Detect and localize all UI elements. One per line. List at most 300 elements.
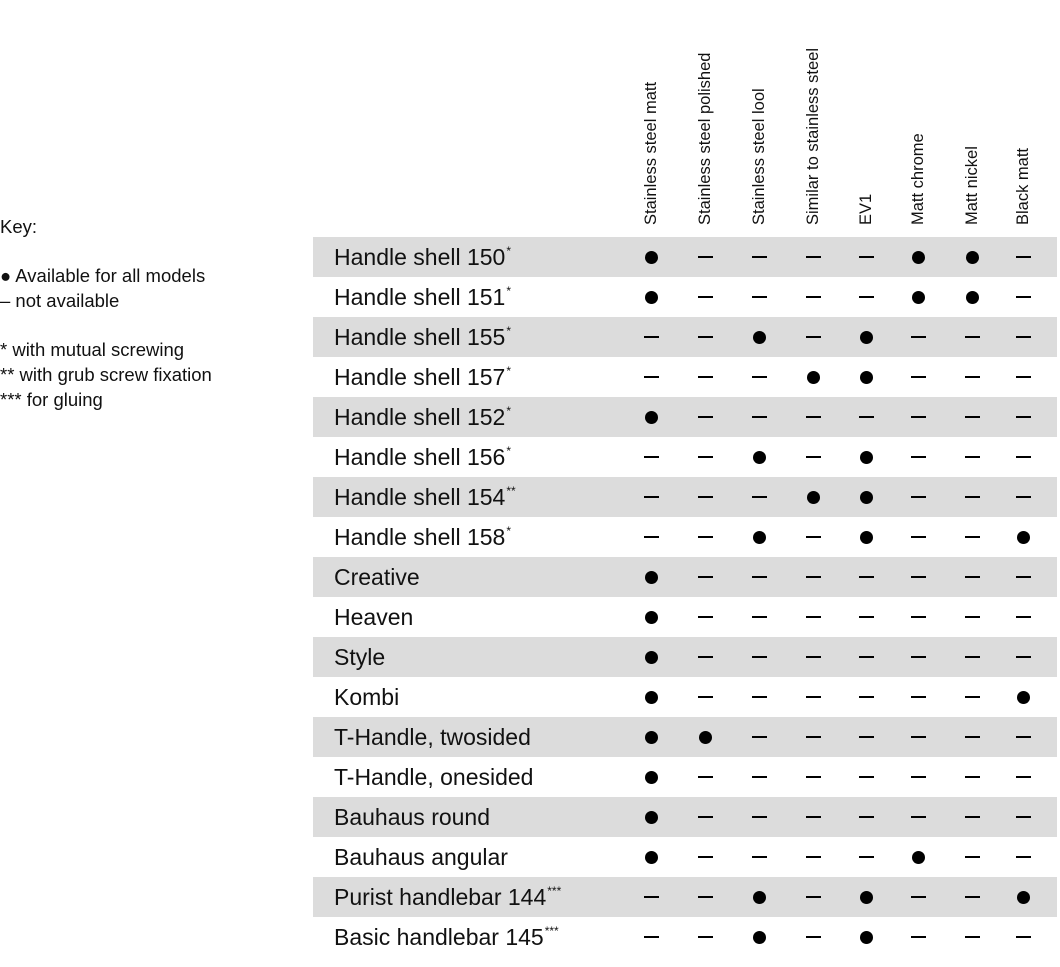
not-available-dash-icon bbox=[698, 656, 713, 658]
availability-cell bbox=[631, 837, 671, 877]
not-available-dash-icon bbox=[644, 896, 659, 898]
not-available-dash-icon bbox=[859, 696, 874, 698]
availability-cell bbox=[685, 477, 725, 517]
key-note-mutual-screwing: * with mutual screwing bbox=[0, 339, 185, 360]
available-dot-icon bbox=[1017, 691, 1030, 704]
not-available-dash-icon bbox=[806, 696, 821, 698]
available-dot-icon bbox=[1017, 891, 1030, 904]
availability-cell bbox=[631, 517, 671, 557]
not-available-dash-icon bbox=[806, 456, 821, 458]
model-name-text: Handle shell 150 bbox=[334, 244, 506, 270]
not-available-dash-icon bbox=[752, 376, 767, 378]
not-available-dash-icon bbox=[752, 776, 767, 778]
availability-cell bbox=[1003, 837, 1043, 877]
model-name-text: Handle shell 156 bbox=[334, 444, 506, 470]
not-available-dash-icon bbox=[698, 696, 713, 698]
availability-cell bbox=[685, 437, 725, 477]
available-dot-icon bbox=[645, 731, 658, 744]
availability-cell bbox=[1003, 877, 1043, 917]
availability-cell bbox=[793, 357, 833, 397]
available-dot-icon bbox=[860, 371, 873, 384]
model-name-text: Bauhaus round bbox=[334, 804, 491, 830]
table-row bbox=[313, 717, 1057, 757]
not-available-dash-icon bbox=[1016, 256, 1031, 258]
key-spacer bbox=[0, 313, 300, 337]
column-header-label: Matt chrome bbox=[909, 133, 927, 225]
availability-cell bbox=[685, 677, 725, 717]
not-available-dash-icon bbox=[698, 336, 713, 338]
not-available-dash-icon bbox=[698, 816, 713, 818]
availability-cell bbox=[1003, 397, 1043, 437]
not-available-dash-icon bbox=[911, 896, 926, 898]
model-name-text: Creative bbox=[334, 564, 420, 590]
availability-cell bbox=[846, 397, 886, 437]
availability-cell bbox=[898, 797, 938, 837]
available-dot-icon bbox=[912, 291, 925, 304]
footnote-mark: * bbox=[506, 404, 512, 418]
footnote-mark: * bbox=[506, 444, 512, 458]
available-dot-icon bbox=[753, 531, 766, 544]
availability-cell bbox=[846, 917, 886, 957]
key-available: ● Available for all models bbox=[0, 265, 206, 286]
availability-cell bbox=[898, 637, 938, 677]
availability-cell bbox=[793, 677, 833, 717]
availability-cell bbox=[898, 837, 938, 877]
not-available-dash-icon bbox=[859, 576, 874, 578]
available-dot-icon bbox=[645, 651, 658, 664]
availability-cell bbox=[793, 637, 833, 677]
column-header-label: Stainless steel matt bbox=[642, 81, 660, 225]
not-available-dash-icon bbox=[859, 296, 874, 298]
footnote-mark: *** bbox=[547, 884, 562, 898]
not-available-dash-icon bbox=[806, 336, 821, 338]
not-available-dash-icon bbox=[911, 936, 926, 938]
availability-cell bbox=[846, 757, 886, 797]
availability-cell bbox=[793, 317, 833, 357]
table-row bbox=[313, 877, 1057, 917]
not-available-dash-icon bbox=[1016, 936, 1031, 938]
legend-key bbox=[0, 214, 300, 412]
not-available-dash-icon bbox=[1016, 456, 1031, 458]
availability-cell bbox=[952, 597, 992, 637]
availability-cell bbox=[1003, 917, 1043, 957]
available-dot-icon bbox=[645, 691, 658, 704]
model-name-text: Bauhaus angular bbox=[334, 844, 508, 870]
row-model-name bbox=[334, 717, 531, 757]
availability-cell bbox=[739, 797, 779, 837]
not-available-dash-icon bbox=[859, 856, 874, 858]
not-available-dash-icon bbox=[965, 816, 980, 818]
table-row bbox=[313, 837, 1057, 877]
available-dot-icon bbox=[645, 771, 658, 784]
availability-cell bbox=[793, 517, 833, 557]
not-available-dash-icon bbox=[806, 896, 821, 898]
not-available-dash-icon bbox=[965, 576, 980, 578]
table-row bbox=[313, 917, 1057, 957]
not-available-dash-icon bbox=[806, 776, 821, 778]
available-dot-icon bbox=[807, 491, 820, 504]
availability-cell bbox=[846, 517, 886, 557]
not-available-dash-icon bbox=[911, 576, 926, 578]
not-available-dash-icon bbox=[698, 856, 713, 858]
availability-cell bbox=[1003, 317, 1043, 357]
availability-cell bbox=[793, 797, 833, 837]
row-model-name bbox=[334, 837, 508, 877]
available-dot-icon bbox=[860, 931, 873, 944]
not-available-dash-icon bbox=[965, 376, 980, 378]
not-available-dash-icon bbox=[859, 416, 874, 418]
table-row bbox=[313, 797, 1057, 837]
availability-cell bbox=[1003, 717, 1043, 757]
availability-cell bbox=[952, 397, 992, 437]
availability-cell bbox=[739, 717, 779, 757]
available-dot-icon bbox=[645, 411, 658, 424]
availability-cell bbox=[631, 317, 671, 357]
availability-cell bbox=[952, 717, 992, 757]
not-available-dash-icon bbox=[644, 496, 659, 498]
availability-cell bbox=[685, 397, 725, 437]
not-available-dash-icon bbox=[806, 576, 821, 578]
availability-cell bbox=[631, 237, 671, 277]
availability-cell bbox=[631, 397, 671, 437]
column-header-label: Matt nickel bbox=[963, 146, 981, 225]
availability-cell bbox=[952, 477, 992, 517]
available-dot-icon bbox=[966, 291, 979, 304]
availability-cell bbox=[793, 917, 833, 957]
row-model-name bbox=[334, 877, 561, 917]
availability-cell bbox=[952, 917, 992, 957]
not-available-dash-icon bbox=[965, 776, 980, 778]
available-dot-icon bbox=[699, 731, 712, 744]
not-available-dash-icon bbox=[698, 616, 713, 618]
model-name-text: Handle shell 151 bbox=[334, 284, 506, 310]
row-model-name bbox=[334, 517, 511, 557]
availability-cell bbox=[898, 757, 938, 797]
availability-cell bbox=[739, 237, 779, 277]
availability-cell bbox=[952, 517, 992, 557]
availability-cell bbox=[846, 637, 886, 677]
availability-cell bbox=[739, 917, 779, 957]
column-header bbox=[856, 10, 882, 225]
availability-cell bbox=[739, 477, 779, 517]
availability-cell bbox=[898, 517, 938, 557]
column-header bbox=[695, 10, 721, 225]
not-available-dash-icon bbox=[698, 376, 713, 378]
column-header-label: Stainless steel polished bbox=[696, 52, 714, 225]
not-available-dash-icon bbox=[752, 576, 767, 578]
table-row bbox=[313, 557, 1057, 597]
availability-cell bbox=[631, 797, 671, 837]
available-dot-icon bbox=[753, 931, 766, 944]
not-available-dash-icon bbox=[965, 736, 980, 738]
availability-cell bbox=[1003, 597, 1043, 637]
model-name-text: Style bbox=[334, 644, 386, 670]
footnote-mark: * bbox=[506, 284, 512, 298]
model-name-text: Basic handlebar 145 bbox=[334, 924, 544, 950]
available-dot-icon bbox=[645, 611, 658, 624]
row-model-name bbox=[334, 557, 420, 597]
availability-cell bbox=[898, 877, 938, 917]
not-available-dash-icon bbox=[698, 776, 713, 778]
availability-cell bbox=[685, 757, 725, 797]
available-dot-icon bbox=[860, 891, 873, 904]
availability-cell bbox=[1003, 237, 1043, 277]
not-available-dash-icon bbox=[911, 736, 926, 738]
model-name-text: Handle shell 158 bbox=[334, 524, 506, 550]
availability-cell bbox=[685, 717, 725, 757]
footnote-mark: * bbox=[506, 524, 512, 538]
availability-cell bbox=[739, 277, 779, 317]
not-available-dash-icon bbox=[1016, 616, 1031, 618]
not-available-dash-icon bbox=[1016, 376, 1031, 378]
availability-cell bbox=[739, 597, 779, 637]
not-available-dash-icon bbox=[965, 496, 980, 498]
availability-cell bbox=[739, 637, 779, 677]
availability-cell bbox=[952, 317, 992, 357]
not-available-dash-icon bbox=[859, 816, 874, 818]
not-available-dash-icon bbox=[644, 936, 659, 938]
footnote-mark: * bbox=[506, 244, 512, 258]
not-available-dash-icon bbox=[752, 616, 767, 618]
availability-cell bbox=[685, 277, 725, 317]
not-available-dash-icon bbox=[752, 656, 767, 658]
not-available-dash-icon bbox=[911, 416, 926, 418]
not-available-dash-icon bbox=[806, 616, 821, 618]
not-available-dash-icon bbox=[644, 536, 659, 538]
not-available-dash-icon bbox=[911, 696, 926, 698]
not-available-dash-icon bbox=[1016, 576, 1031, 578]
availability-cell bbox=[685, 637, 725, 677]
availability-cell bbox=[898, 277, 938, 317]
not-available-dash-icon bbox=[965, 656, 980, 658]
column-header-label: EV1 bbox=[857, 193, 875, 225]
availability-cell bbox=[793, 397, 833, 437]
table-row bbox=[313, 397, 1057, 437]
not-available-dash-icon bbox=[1016, 416, 1031, 418]
table-row bbox=[313, 477, 1057, 517]
availability-cell bbox=[739, 397, 779, 437]
availability-cell bbox=[952, 277, 992, 317]
not-available-dash-icon bbox=[806, 936, 821, 938]
not-available-dash-icon bbox=[752, 816, 767, 818]
availability-cell bbox=[952, 757, 992, 797]
not-available-dash-icon bbox=[752, 256, 767, 258]
key-note-gluing: *** for gluing bbox=[0, 389, 103, 410]
model-name-text: T-Handle, twosided bbox=[334, 724, 531, 750]
available-dot-icon bbox=[753, 891, 766, 904]
availability-cell bbox=[846, 437, 886, 477]
footnote-mark: ** bbox=[506, 484, 516, 498]
availability-table bbox=[313, 237, 1057, 957]
model-name-text: Handle shell 154 bbox=[334, 484, 506, 510]
available-dot-icon bbox=[645, 251, 658, 264]
availability-cell bbox=[846, 477, 886, 517]
availability-cell bbox=[631, 757, 671, 797]
not-available-dash-icon bbox=[1016, 296, 1031, 298]
availability-cell bbox=[898, 477, 938, 517]
column-header bbox=[1013, 10, 1039, 225]
availability-cell bbox=[631, 917, 671, 957]
model-name-text: Handle shell 155 bbox=[334, 324, 506, 350]
not-available-dash-icon bbox=[698, 936, 713, 938]
available-dot-icon bbox=[912, 251, 925, 264]
availability-cell bbox=[739, 877, 779, 917]
footnote-mark: * bbox=[506, 324, 512, 338]
row-model-name bbox=[334, 677, 399, 717]
availability-cell bbox=[1003, 677, 1043, 717]
availability-cell bbox=[793, 717, 833, 757]
not-available-dash-icon bbox=[752, 416, 767, 418]
not-available-dash-icon bbox=[806, 816, 821, 818]
availability-cell bbox=[846, 597, 886, 637]
availability-cell bbox=[846, 317, 886, 357]
not-available-dash-icon bbox=[1016, 736, 1031, 738]
not-available-dash-icon bbox=[859, 776, 874, 778]
not-available-dash-icon bbox=[859, 616, 874, 618]
not-available-dash-icon bbox=[965, 416, 980, 418]
availability-cell bbox=[952, 357, 992, 397]
table-row bbox=[313, 637, 1057, 677]
availability-cell bbox=[898, 597, 938, 637]
availability-cell bbox=[685, 237, 725, 277]
not-available-dash-icon bbox=[698, 536, 713, 538]
row-model-name bbox=[334, 637, 385, 677]
availability-cell bbox=[793, 837, 833, 877]
not-available-dash-icon bbox=[911, 616, 926, 618]
not-available-dash-icon bbox=[859, 736, 874, 738]
availability-cell bbox=[898, 557, 938, 597]
table-row bbox=[313, 357, 1057, 397]
availability-cell bbox=[631, 597, 671, 637]
available-dot-icon bbox=[860, 451, 873, 464]
not-available-dash-icon bbox=[698, 416, 713, 418]
available-dot-icon bbox=[645, 291, 658, 304]
not-available-dash-icon bbox=[644, 376, 659, 378]
not-available-dash-icon bbox=[911, 376, 926, 378]
table-row bbox=[313, 517, 1057, 557]
table-row bbox=[313, 597, 1057, 637]
availability-cell bbox=[846, 677, 886, 717]
availability-cell bbox=[898, 717, 938, 757]
availability-cell bbox=[898, 237, 938, 277]
availability-cell bbox=[793, 877, 833, 917]
not-available-dash-icon bbox=[911, 456, 926, 458]
availability-cell bbox=[793, 597, 833, 637]
available-dot-icon bbox=[645, 851, 658, 864]
available-dot-icon bbox=[1017, 531, 1030, 544]
availability-cell bbox=[631, 717, 671, 757]
availability-cell bbox=[952, 557, 992, 597]
not-available-dash-icon bbox=[911, 336, 926, 338]
availability-cell bbox=[898, 437, 938, 477]
not-available-dash-icon bbox=[752, 496, 767, 498]
not-available-dash-icon bbox=[698, 456, 713, 458]
availability-cell bbox=[952, 637, 992, 677]
row-model-name bbox=[334, 397, 511, 437]
model-name-text: Heaven bbox=[334, 604, 414, 630]
key-title: Key: bbox=[0, 216, 38, 237]
availability-cell bbox=[952, 237, 992, 277]
available-dot-icon bbox=[860, 491, 873, 504]
not-available-dash-icon bbox=[752, 696, 767, 698]
table-row bbox=[313, 277, 1057, 317]
available-dot-icon bbox=[966, 251, 979, 264]
availability-cell bbox=[898, 317, 938, 357]
availability-cell bbox=[952, 877, 992, 917]
availability-cell bbox=[631, 437, 671, 477]
availability-cell bbox=[739, 557, 779, 597]
availability-cell bbox=[1003, 797, 1043, 837]
column-header bbox=[749, 10, 775, 225]
availability-cell bbox=[898, 677, 938, 717]
availability-cell bbox=[739, 357, 779, 397]
column-header-label: Similar to stainless steel bbox=[804, 48, 822, 225]
availability-cell bbox=[631, 357, 671, 397]
availability-cell bbox=[739, 677, 779, 717]
not-available-dash-icon bbox=[806, 296, 821, 298]
not-available-dash-icon bbox=[806, 656, 821, 658]
footnote-mark: *** bbox=[544, 924, 559, 938]
row-model-name bbox=[334, 437, 511, 477]
not-available-dash-icon bbox=[965, 896, 980, 898]
availability-cell bbox=[685, 877, 725, 917]
not-available-dash-icon bbox=[644, 336, 659, 338]
table-row bbox=[313, 317, 1057, 357]
availability-cell bbox=[739, 517, 779, 557]
availability-cell bbox=[685, 797, 725, 837]
availability-cell bbox=[793, 757, 833, 797]
available-dot-icon bbox=[912, 851, 925, 864]
not-available-dash-icon bbox=[806, 736, 821, 738]
not-available-dash-icon bbox=[911, 816, 926, 818]
not-available-dash-icon bbox=[752, 856, 767, 858]
model-name-text: Kombi bbox=[334, 684, 400, 710]
availability-cell bbox=[631, 277, 671, 317]
availability-cell bbox=[1003, 357, 1043, 397]
availability-cell bbox=[898, 397, 938, 437]
row-model-name bbox=[334, 277, 511, 317]
availability-cell bbox=[631, 557, 671, 597]
available-dot-icon bbox=[753, 331, 766, 344]
not-available-dash-icon bbox=[965, 616, 980, 618]
availability-cell bbox=[846, 837, 886, 877]
availability-cell bbox=[1003, 437, 1043, 477]
availability-cell bbox=[952, 677, 992, 717]
available-dot-icon bbox=[645, 571, 658, 584]
row-model-name bbox=[334, 317, 511, 357]
availability-cell bbox=[846, 357, 886, 397]
availability-cell bbox=[685, 317, 725, 357]
not-available-dash-icon bbox=[911, 776, 926, 778]
not-available-dash-icon bbox=[965, 336, 980, 338]
not-available-dash-icon bbox=[1016, 816, 1031, 818]
table-row bbox=[313, 757, 1057, 797]
availability-cell bbox=[685, 557, 725, 597]
model-name-text: Handle shell 157 bbox=[334, 364, 506, 390]
availability-cell bbox=[793, 277, 833, 317]
not-available-dash-icon bbox=[911, 496, 926, 498]
not-available-dash-icon bbox=[965, 696, 980, 698]
not-available-dash-icon bbox=[965, 936, 980, 938]
available-dot-icon bbox=[807, 371, 820, 384]
row-model-name bbox=[334, 357, 511, 397]
not-available-dash-icon bbox=[698, 296, 713, 298]
key-note-grub-screw: ** with grub screw fixation bbox=[0, 364, 212, 385]
table-row bbox=[313, 237, 1057, 277]
not-available-dash-icon bbox=[1016, 776, 1031, 778]
availability-cell bbox=[739, 837, 779, 877]
availability-cell bbox=[631, 677, 671, 717]
